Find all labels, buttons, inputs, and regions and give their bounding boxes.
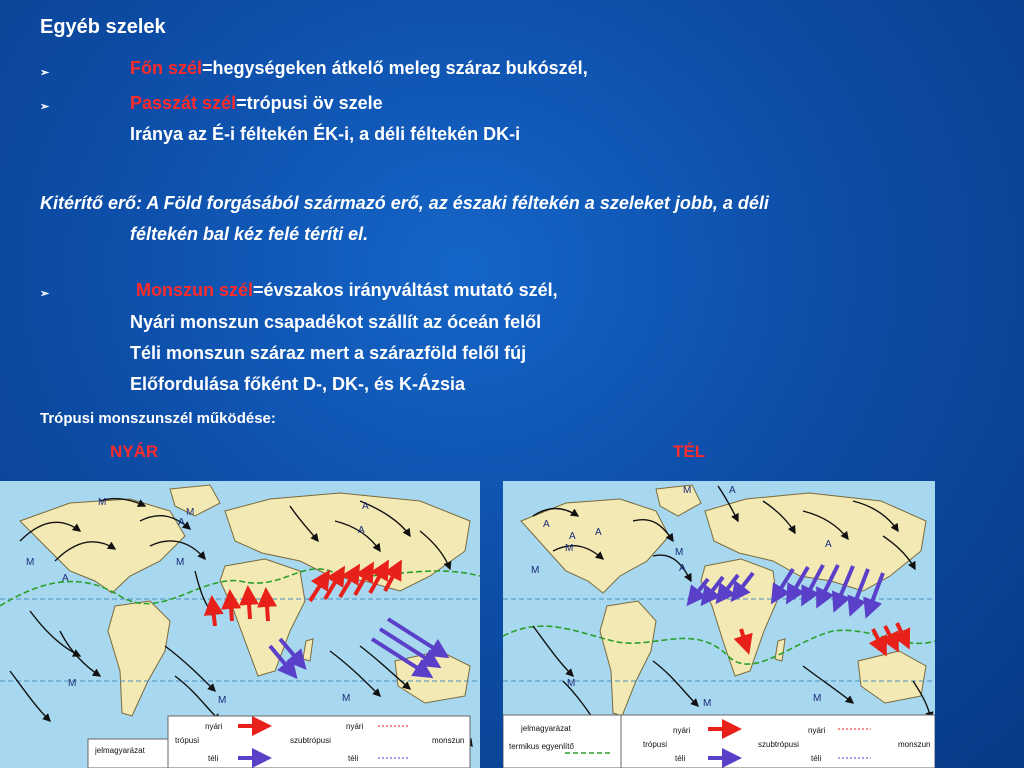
map-marker-m: M [218,695,227,706]
slide-title: Egyéb szelek [40,16,166,38]
map-marker-a: A [679,563,686,574]
map-marker-a: A [543,519,550,530]
summer-label: NYÁR [110,442,159,461]
kiterito-line1: Kitérítő erő: A Föld forgásából származó erő, az északi féltekén a szeleket jobb, a déli [40,193,769,213]
bullet-icon: ➢ [40,67,50,79]
legend-summer: nyári [673,726,691,735]
map-marker-m: M [565,543,574,554]
winter-monsoon-map [503,481,935,768]
passzat-line [130,93,383,114]
map-marker-m: M [186,507,195,518]
passzat-def: =trópusi öv szele [236,93,383,113]
passzat-line2: Iránya az É-i féltekén ÉK-i, a déli féltekén DK-i [130,124,521,144]
fon-line [130,58,588,79]
legend-summer: nyári [205,722,223,731]
legend-subtropical: szubtrópusi [758,740,799,749]
map-marker-a: A [178,517,185,528]
legend-summer: nyári [808,726,826,735]
summer-monsoon-map [0,481,480,768]
winter-label: TÉL [673,442,706,461]
bullet-icon: ➢ [40,101,50,113]
map-marker-a: A [358,525,365,536]
monszun-def: =évszakos irányváltást mutató szél, [253,280,558,300]
map-marker-m: M [813,693,822,704]
monszun-line-1: Nyári monszun csapadékot szállít az óceán felől [130,312,542,332]
summer-map-svg [0,481,480,768]
map-marker-m: M [683,485,692,496]
fon-term: Főn szél [130,58,203,78]
map-marker-m: M [675,547,684,558]
map-marker-m: M [567,678,576,689]
legend-summer: nyári [346,722,364,731]
tropusi-heading: Trópusi monszunszél működése: [40,410,276,427]
fon-def: =hegységeken átkelő meleg száraz bukószél, [202,58,588,78]
map-marker-a: A [729,485,736,496]
kiterito-line2: féltekén bal kéz felé téríti el. [130,224,369,244]
legend-subtropical: szubtrópusi [290,736,331,745]
monszun-line-2: Téli monszun száraz mert a szárazföld felől fúj [130,343,527,363]
legend-tropical: trópusi [175,736,200,745]
legend-winter: téli [348,754,359,763]
map-marker-m: M [26,557,35,568]
legend-title: jelmagyarázat [521,724,571,733]
map-marker-m: M [531,565,540,576]
monszun-term: Monszun szél [136,280,254,300]
legend-monsoon: monszun [432,736,465,745]
legend-winter: téli [811,754,822,763]
monszun-line [136,280,558,301]
legend-tropical: trópusi [643,740,668,749]
legend-monsoon: monszun [898,740,931,749]
passzat-term: Passzát szél [130,93,237,113]
map-marker-m: M [703,698,712,709]
legend-title: jelmagyarázat [95,746,145,755]
map-marker-m: M [176,557,185,568]
map-marker-a: A [595,527,602,538]
winter-map-svg [503,481,935,768]
map-marker-m: M [98,497,107,508]
map-marker-m: M [342,693,351,704]
legend-thermal-equator: termikus egyenlítő [509,742,574,751]
map-marker-m: M [68,678,77,689]
map-marker-a: A [825,539,832,550]
map-marker-a: A [569,531,576,542]
map-marker-a: A [362,501,369,512]
legend-winter: téli [208,754,219,763]
legend-winter: téli [675,754,686,763]
map-marker-a: A [62,573,69,584]
monszun-line-3: Előfordulása főként D-, DK-, és K-Ázsia [130,374,466,394]
bullet-icon: ➢ [40,288,50,300]
